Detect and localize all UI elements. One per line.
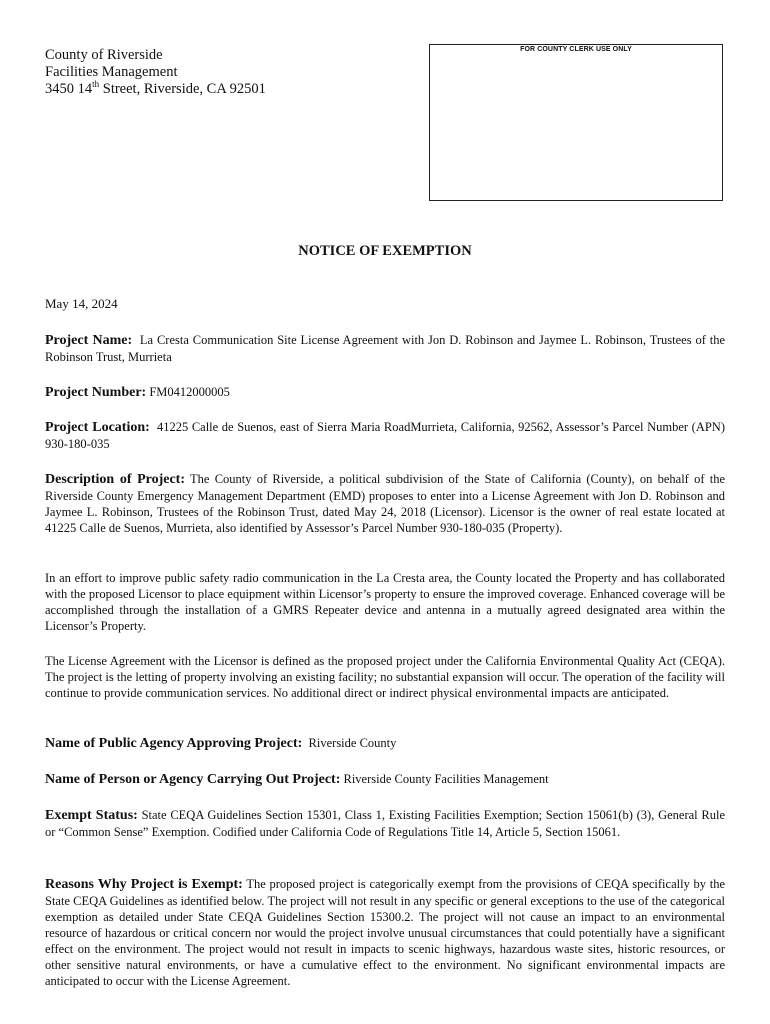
document-date: May 14, 2024: [45, 296, 118, 311]
document-title: NOTICE OF EXEMPTION: [298, 243, 472, 259]
exempt-status-label: Exempt Status:: [45, 808, 138, 823]
approving-agency-section: [45, 735, 725, 752]
project-location-label: Project Location:: [45, 420, 150, 435]
sender-line-1: County of Riverside: [45, 47, 163, 63]
carrying-out-value: Riverside County Facilities Management: [343, 772, 549, 786]
project-number-value: FM0412000005: [149, 385, 230, 399]
county-clerk-box: [429, 44, 723, 201]
approving-agency-label: Name of Public Agency Approving Project:: [45, 736, 303, 751]
project-location-value: 41225 Calle de Suenos, east of Sierra Maria RoadMurrieta, California, 92562, Assessor’s Parcel Number (APN) 930-180-035: [45, 420, 725, 451]
ordinal-suffix: th: [92, 79, 100, 90]
street-number: 3450 14: [45, 81, 93, 97]
exempt-status-section: [45, 807, 725, 840]
carrying-out-label: Name of Person or Agency Carrying Out Project:: [45, 772, 341, 787]
carrying-out-section: [45, 771, 725, 788]
sender-line-3: [45, 81, 266, 98]
project-name-section: [45, 332, 725, 365]
sender-line-2: Facilities Management: [45, 64, 178, 80]
description-paragraph-2: In an effort to improve public safety radio communication in the La Cresta area, the County located the Property and has collaborated with the proposed Licensor to place equipment within Licensor’s property to ensure the improved coverage. Enhanced coverage will be accomplished through the installation of a GMRS Repeater device and antenna in a mutually agreed designated area within the Licensor’s Property.: [45, 571, 725, 633]
description-label: Description of Project:: [45, 472, 186, 487]
project-location-section: [45, 419, 725, 452]
project-name-label: Project Name:: [45, 333, 133, 348]
reasons-section: [45, 876, 725, 989]
description-section: [45, 471, 725, 536]
project-name-value: La Cresta Communication Site License Agreement with Jon D. Robinson and Jaymee L. Robinson, Trustees of the Robinson Trust, Murrieta: [45, 333, 726, 364]
description-paragraph-3: The License Agreement with the Licensor is defined as the proposed project under the California Environmental Quality Act (CEQA). The project is the letting of property involving an existing facility; no substantial expansion will occur. The operation of the facility will continue to provide communication services. No additional direct or indirect physical environmental impacts are anticipated.: [45, 654, 725, 700]
project-number-section: [45, 384, 725, 401]
exempt-status-value: State CEQA Guidelines Section 15301, Class 1, Existing Facilities Exemption; Section 15061(b) (3), General Rule or “Common Sense” Exemption. Codified under California Code of Regulations Title 14, Article 5, Section 15061.: [45, 808, 726, 839]
sender-address: [45, 47, 266, 98]
description-value: The County of Riverside, a political subdivision of the State of California (County), on behalf of the Riverside County Emergency Management Department (EMD) proposes to enter into a License Agreement with Jon D. Robinson and Jaymee L. Robinson, Trustees of the Robinson Trust, dated May 24, 2018 (Licensor). Licensor is the owner of real estate located at 41225 Calle de Suenos, Murrieta, also identified by Assessor’s Parcel Number 930-180-035 (Property).: [45, 472, 725, 535]
approving-agency-value: Riverside County: [308, 736, 397, 750]
reasons-label: Reasons Why Project is Exempt:: [45, 877, 243, 892]
street-rest: Street, Riverside, CA 92501: [99, 81, 266, 97]
project-number-label: Project Number:: [45, 385, 147, 400]
county-clerk-label: FOR COUNTY CLERK USE ONLY: [520, 46, 632, 53]
reasons-value: The proposed project is categorically exempt from the provisions of CEQA specifically by the State CEQA Guidelines as identified below. The project will not result in any specific or general exceptions to the use of the categorical exemption as detailed under State CEQA Guidelines Section 15300.2. The project will not cause an impact to an environmental resource of hazardous or critical concern nor would the project involve unusual circumstances that could potentially have a significant effect on the environment. The project would not result in impacts to scenic highways, hazardous waste sites, historic resources, or other sensitive natural environments, or have a cumulative effect to the environment. No significant environmental impacts are anticipated to occur with the License Agreement.: [45, 877, 726, 988]
